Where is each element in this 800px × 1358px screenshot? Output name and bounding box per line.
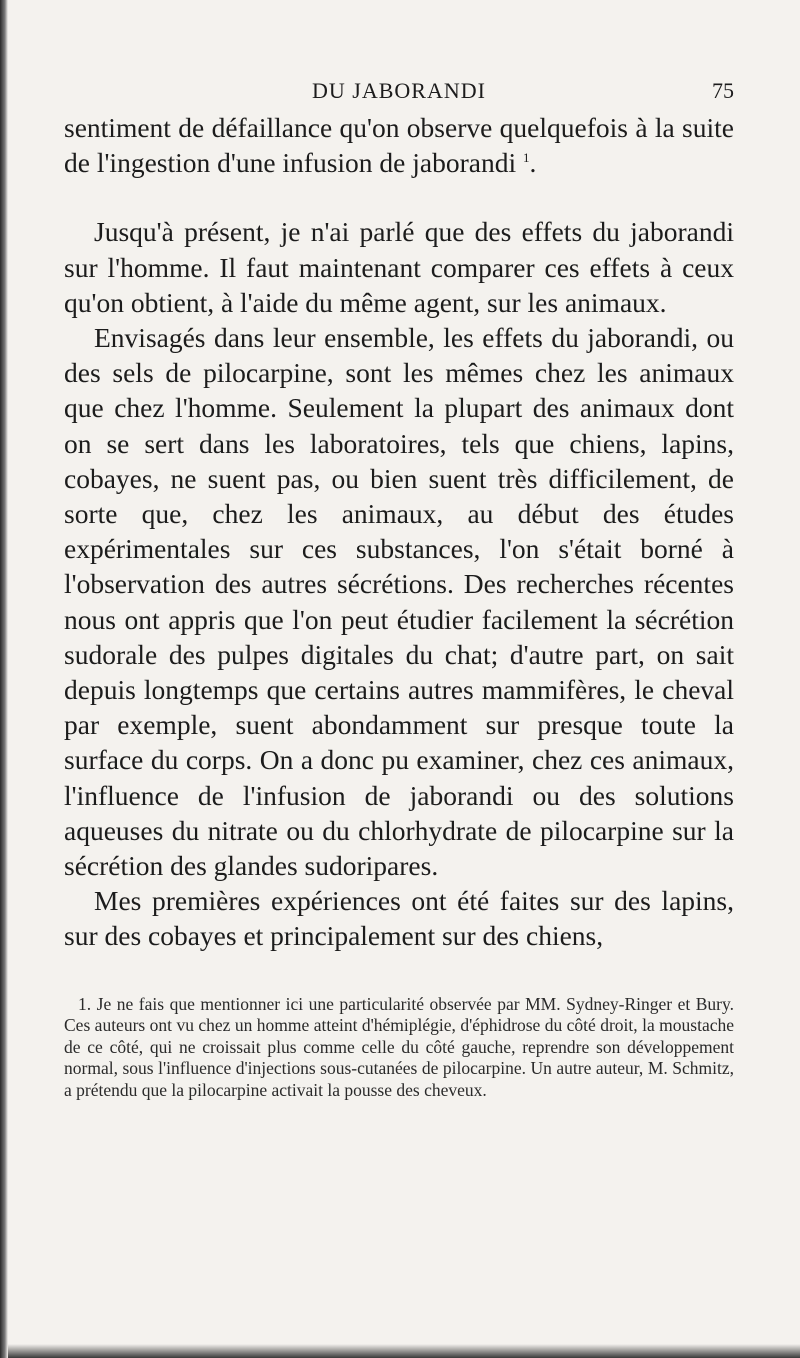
book-page	[64, 78, 734, 1101]
footnote: 1. Je ne fais que mentionner ici une particularité observée par MM. Sydney-Ringer et Bury. Ces auteurs ont vu chez un homme atteint d'hémiplégie, d'éphidrose du côté droit, la moustache de ce côté, qui ne croissait plus comme celle du côté gauche, reprendre son développement normal, sous l'influence d'injections sous-cutanées de pilocarpine. Un autre auteur, M. Schmitz, a prétendu que la pilocarpine activait la pousse des cheveux.	[64, 993, 734, 1100]
paragraph: Envisagés dans leur ensemble, les effets du jaborandi, ou des sels de pilocarpine, sont les mêmes chez les animaux que chez l'homme. Seulement la plupart des animaux dont on se sert dans les laboratoires, tels que chiens, lapins, cobayes, ne suent pas, ou bien suent très difficilement, de sorte que, chez les animaux, au début des études expérimentales sur ces substances, l'on s'était borné à l'observation des autres sécrétions. Des recherches récentes nous ont appris que l'on peut étudier facilement la sécrétion sudorale des pulpes digitales du chat; d'autre part, on sait depuis longtemps que certains autres mammifères, le cheval par exemple, suent abondamment sur presque toute la surface du corps. On a donc pu examiner, chez ces animaux, l'influence de l'infusion de jaborandi ou des solutions aqueuses du nitrate ou du chlorhydrate de pilocarpine sur la sécrétion des glandes sudoripares.	[64, 322, 734, 882]
footnotes	[64, 994, 734, 1102]
paragraph-continued	[64, 110, 734, 180]
footnote-ref: 1	[523, 150, 530, 166]
paragraph: Jusqu'à présent, je n'ai parlé que des effets du jaborandi sur l'homme. Il faut maintenant comparer ces effets à ceux qu'on obtient, à l'aide du même agent, sur les animaux.	[64, 216, 734, 318]
page-bottom-edge	[8, 1344, 800, 1358]
paragraph-end: .	[529, 147, 537, 179]
paragraph: Mes premières expériences ont été faites sur des lapins, sur des cobayes et principalement sur des chiens,	[64, 885, 734, 952]
paragraph-text: sentiment de défaillance qu'on observe quelquefois à la suite de l'ingestion d'une infusion de jaborandi	[64, 112, 734, 179]
page-number: 75	[712, 78, 734, 103]
body-text	[64, 110, 734, 954]
running-head: DU JABORANDI	[312, 78, 486, 103]
page-header	[64, 78, 734, 110]
book-spine-shadow	[0, 0, 8, 1358]
